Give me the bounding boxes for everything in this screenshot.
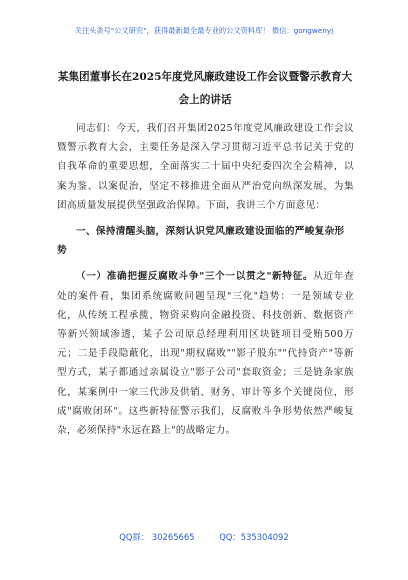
header-banner[interactable]: 关注头条号"公文研究"，获得最新最全最专业的公文资料库！ 微信：gongwenyj [74,26,334,35]
document-title: 某集团董事长在2025年度党风廉政建设工作会议暨警示教育大会上的讲话 [57,71,353,106]
subsection-text: 从近年查处的案件看，集团系统腐败问题呈现"三化"趋势：一是领域专业化，从传统工程承揽、物资采购向金融投资、科技创新、数据资产等新兴领域渗透，某子公司原总经理利用区块链项目受贿500万元；二是手段隐蔽化，出现"期权腐败""影子股东""代持资产"等新型方式，某子都通过亲属设立"影子公司"套取资金；三是链条家族化，某案例中一家三代涉及供销、财务、审计等多个关键岗位，形成"腐败闭环"。这些新特征警示我们，反腐败斗争形势依然严峻复杂，必须保持"永远在路上"的战略定力。 [57,271,354,437]
footer-contacts [0,531,408,543]
subsection-paragraph [57,267,354,440]
footer-qq[interactable]: QQ：535304092 [219,532,289,542]
opening-paragraph: 同志们：今天，我们召开集团2025年度党风廉政建设工作会议暨警示教育大会，主要任务是深入学习贯彻习近平总书记关于党的自我革命的重要思想，全面落实二十届中央纪委四次全会精神，以案为鉴、以案促治，坚定不移推进全面从严治党向纵深发展，为集团高质量发展提供坚强政治保障。下面，我讲三个方面意见： [57,123,354,211]
section-heading: 一、保持清醒头脑，深刻认识党风廉政建设面临的严峻复杂形势 [57,226,345,257]
subsection-heading: （一）准确把握反腐败斗争"三个一以贯之"新特征。 [76,271,314,283]
footer-qq-group[interactable]: QQ群： 30265665 [119,532,195,542]
document-body [57,119,354,440]
